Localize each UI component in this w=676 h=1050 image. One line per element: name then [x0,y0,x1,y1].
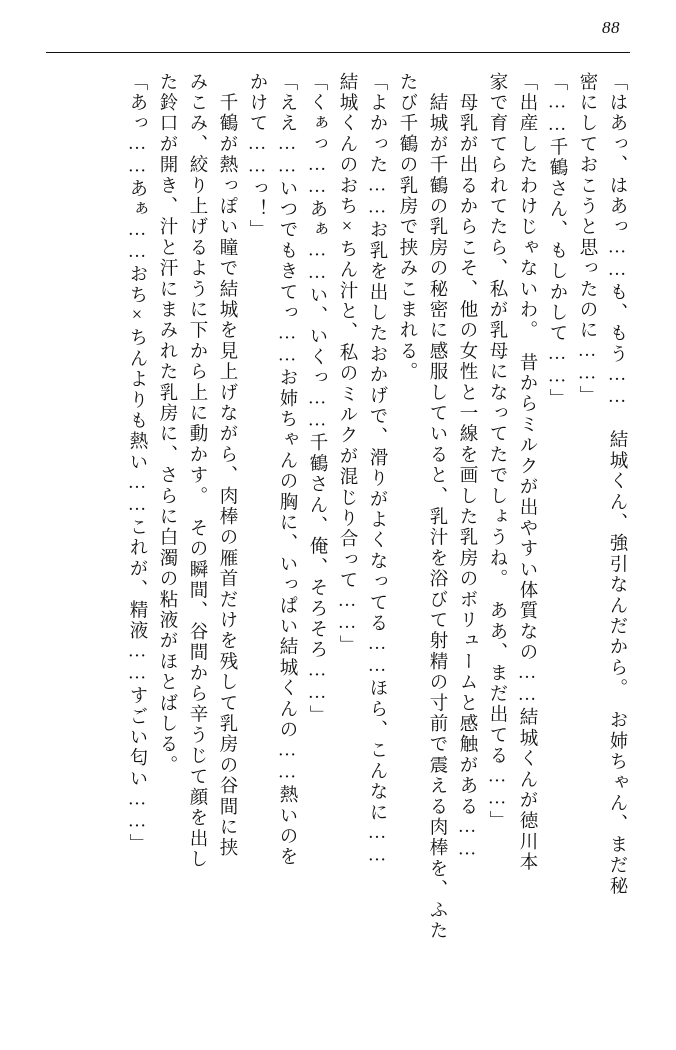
text-line: 母乳が出るからこそ、他の女性と一線を画した乳房のボリュームと感触がある…… [457,72,477,862]
text-line: 「くぁっ……あぁ……い、いくっ……千鶴さん、俺、そろそろ……」 [307,72,327,726]
text-line: たび千鶴の乳房で挟みこまれる。 [397,72,417,383]
text-line: みこみ、絞り上げるように下から上に動かす。 その瞬間、谷間から辛うじて顔を出し [187,72,207,871]
text-line: 「出産したわけじゃないわ。 昔からミルクが出やすい体質なの……結城くんが徳川本 [517,72,537,874]
text-line: 「……千鶴さん、もしかして……」 [547,72,567,410]
text-line: かけて……っ！」 [247,72,267,241]
header-rule [46,52,630,53]
page-number: 88 [602,18,620,37]
text-line: 「あっ……あぁ……おち×ちんよりも熱い……これが、精液……すごい匂い……」 [127,72,147,855]
text-line: た鈴口が開き、汁と汗にまみれた乳房に、さらに白濁の粘液がほとばしる。 [157,72,177,776]
text-line: 「よかった……お乳を出したおかげで、滑りがよくなってる……ほら、こんなに…… [367,72,387,868]
vertical-text-block [46,72,632,1010]
text-line: 「ええ……いつでもきてっ……お姉ちゃんの胸に、いっぱい結城くんの……熱いのを [277,72,297,868]
text-line: 千鶴が熱っぽい瞳で結城を見上げながら、肉棒の雁首だけを残して乳房の谷間に挟 [217,72,237,859]
text-line: 家で育てられてたら、私が乳母になってたでしょうね。 ああ、まだ出てる……」 [487,72,507,832]
text-line: 結城くんのおち×ちん汁と、私のミルクが混じり合って……」 [337,72,357,657]
text-line: 結城が千鶴の乳房の秘密に感服していると、乳汁を浴びて射精の寸前で震える肉棒を、ふた [427,72,447,942]
text-line: 密にしておこうと思ったのに……」 [577,72,597,407]
text-line: 「はあっ、はあっ……も、もう…… 結城くん、強引なんだから。 お姉ちゃん、まだ秘 [607,72,627,897]
